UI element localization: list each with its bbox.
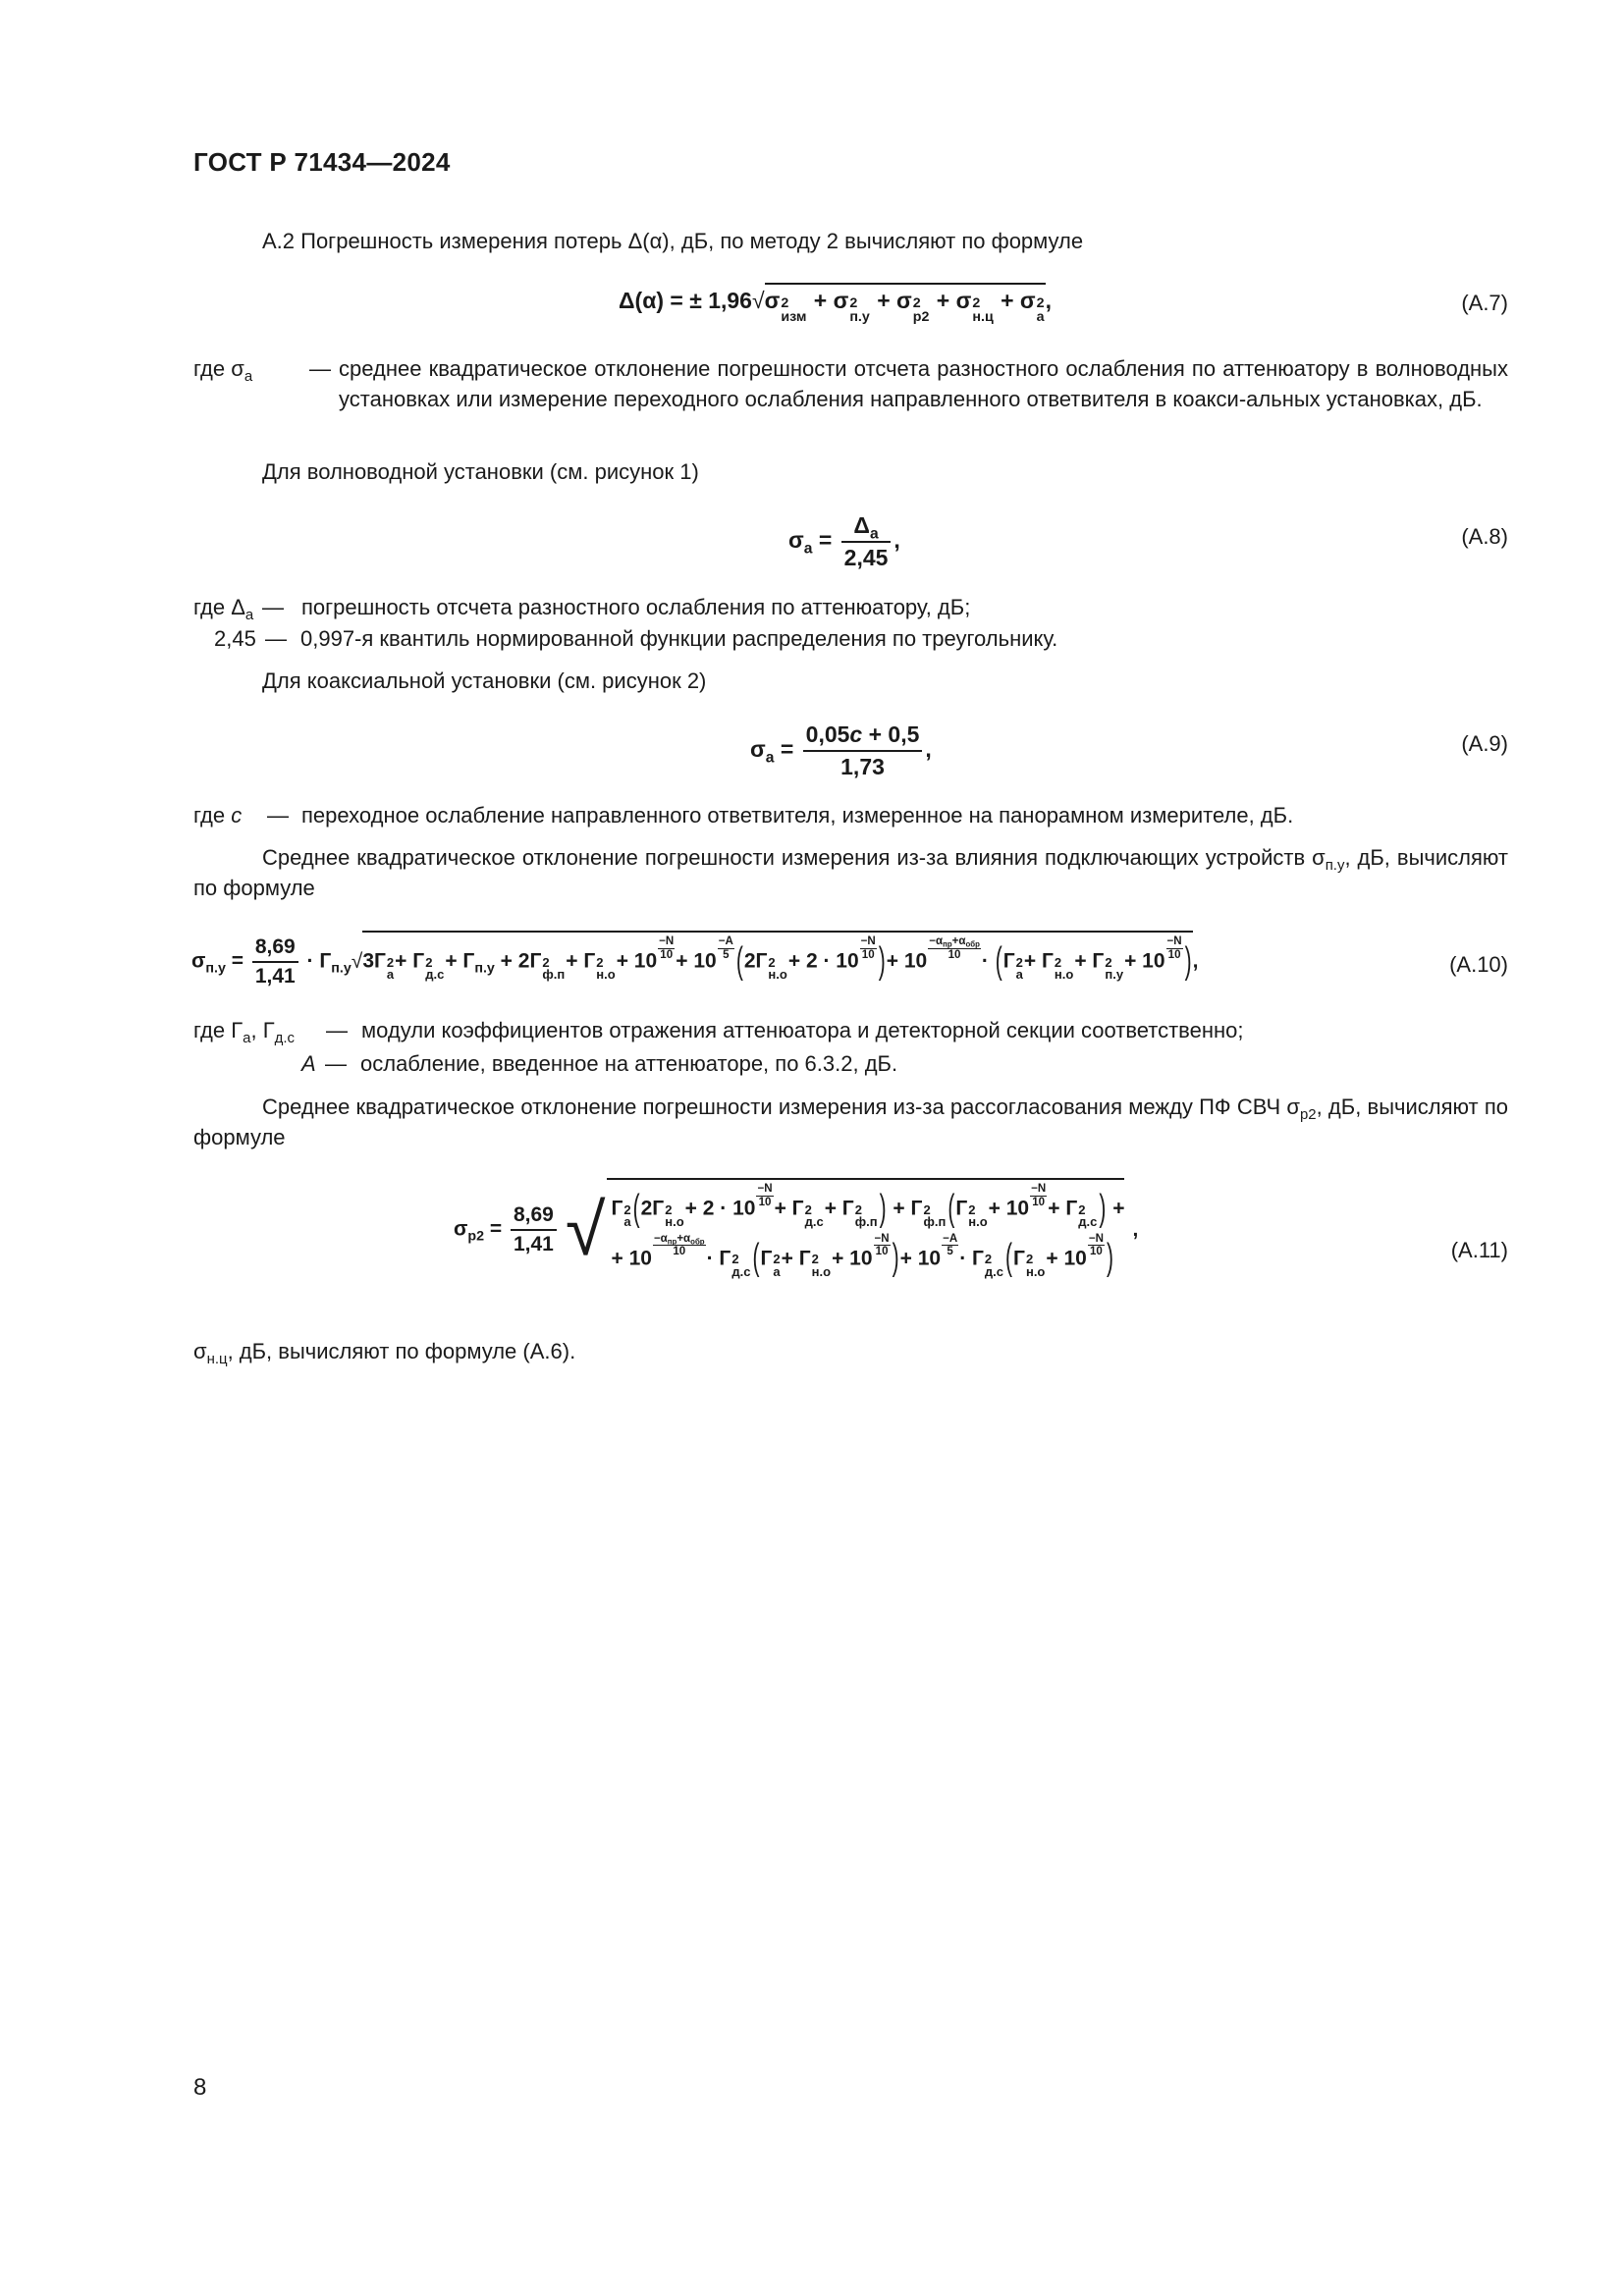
definition-term: A [301, 1051, 316, 1076]
definition-term: где $\Delta_а$ [193, 595, 254, 624]
definition-sigma-a [193, 353, 1508, 414]
definition-dash: — [309, 356, 331, 381]
equation-number-a11: (А.11) [1450, 1238, 1508, 1262]
definition-text: среднее квадратическое отклонение погрешности отсчета разностного ослабления по аттенюатору в волноводных установках или измерение переходного ослабления направленного ответвителя в коакси-альных установках, дБ. [339, 356, 1508, 411]
coax-intro: Для коаксиальной установки (см. рисунок 2) [262, 668, 707, 693]
definition-text: переходное ослабление направленного ответвителя, измеренное на панорамном измерителе, дБ. [301, 803, 1294, 828]
paragraph-sigma-p2: Среднее квадратическое отклонение погрешности измерения из-за рассогласования между ПФ СВЧ $\sigma_{р2}$, дБ, вычисляют по формуле [193, 1095, 1508, 1149]
definition-term: где $Г_а$, $Г_{д.с}$ [193, 1018, 295, 1047]
definition-dash: — [325, 1051, 347, 1076]
definition-text: модули коэффициентов отражения аттенюатора и детекторной секции соответственно; [361, 1018, 1244, 1042]
definition-c [193, 800, 1508, 830]
formula-a9: $\sigma_а$ = $\frac{0,05c + 0,5}{1,73}$ , [750, 721, 932, 779]
definition-text: 0,997-я квантиль нормированной функции распределения по треугольнику. [300, 626, 1058, 651]
definition-term: где c [193, 803, 243, 828]
formula-a10: $\sigma_{п.у}$ = $\frac{8,69}{1,41}$ · $Г_{п.у}√3Г$ 2 а + Г 2 д.с + $Г_{п.у} + 2Г$ 2 ф.п + Г 2 н.о + 10 $\frac{-N}{10}$ + 10 $\frac{-A}{5}$ (2Г 2 н.о + 2 · 10 $\frac{-N}{10}$ )+ 10 $-\alpha_{пр}+\alpha_{обр}$ 10 · (Г 2 а + Г 2 н.о + Г 2 п.у + 10 $\frac{-N}{10}$ ), [191, 931, 1198, 988]
definition-gamma [193, 1015, 1508, 1045]
equation-number-a8: (А.8) [1461, 524, 1508, 549]
formula-a11: $\sigma_{р2}$ = $\frac{8,69}{1,41}$ √ Г 2 а (2Г 2 н.о + 2 · 10 $\frac{-N}{10}$ + Г 2 д.с + Г 2 ф.п ) + Г 2 ф.п (Г 2 н.о + 10 $\frac{-N}{10}$ + Г 2 д.с ) + + 10 $-\alpha_{пр}+\alpha_{обр}$ 10 · Г 2 д.с (Г 2 а + Г 2 н.о + 10 $\frac{-N}{10}$ )+ 10 $\frac{-A}{5}$ · Г 2 д.с (Г 2 н.о + 10 $\frac{-N}{10}$ ) , [454, 1178, 1138, 1282]
definition-dash: — [265, 626, 287, 651]
definition-dash: — [267, 803, 289, 828]
document-header: ГОСТ Р 71434—2024 [193, 147, 451, 177]
final-line: $\sigma_{н.ц}$, дБ, вычисляют по формуле (А.6). [193, 1339, 576, 1368]
formula-a8: $\sigma_а$ = $\frac{\Delta_а}{2,45}$ , [788, 512, 900, 570]
paragraph-sigma-pu: Среднее квадратическое отклонение погрешности измерения из-за влияния подключающих устройств $\sigma_{п.у}$, дБ, вычисляют по формуле [193, 845, 1508, 900]
definition-term: 2,45 [214, 626, 256, 651]
formula-a7: Δ(α) = ± 1,96√σ 2 изм + σ 2 п.у + σ 2 р2 + σ 2 н.ц + σ 2 а , [619, 283, 1052, 324]
definition-dash: — [326, 1018, 348, 1042]
definition-245 [214, 623, 1508, 654]
waveguide-intro: Для волноводной установки (см. рисунок 1) [262, 459, 699, 484]
equation-number-a7: (А.7) [1461, 291, 1508, 315]
definition-dash: — [262, 595, 284, 619]
section-a2-text: А.2 Погрешность измерения потерь Δ(α), дБ, по методу 2 вычисляют по формуле [262, 229, 1084, 253]
equation-number-a9: (А.9) [1461, 731, 1508, 756]
definition-delta-a [193, 592, 1508, 622]
definition-a [301, 1048, 1508, 1079]
equation-number-a10: (А.10) [1449, 952, 1508, 977]
definition-text: погрешность отсчета разностного ослабления по аттенюатору, дБ; [301, 595, 971, 619]
definition-text: ослабление, введенное на аттенюаторе, по 6.3.2, дБ. [360, 1051, 898, 1076]
definition-term: где $\sigma_а$ [193, 356, 253, 386]
page-number: 8 [193, 2074, 207, 2101]
